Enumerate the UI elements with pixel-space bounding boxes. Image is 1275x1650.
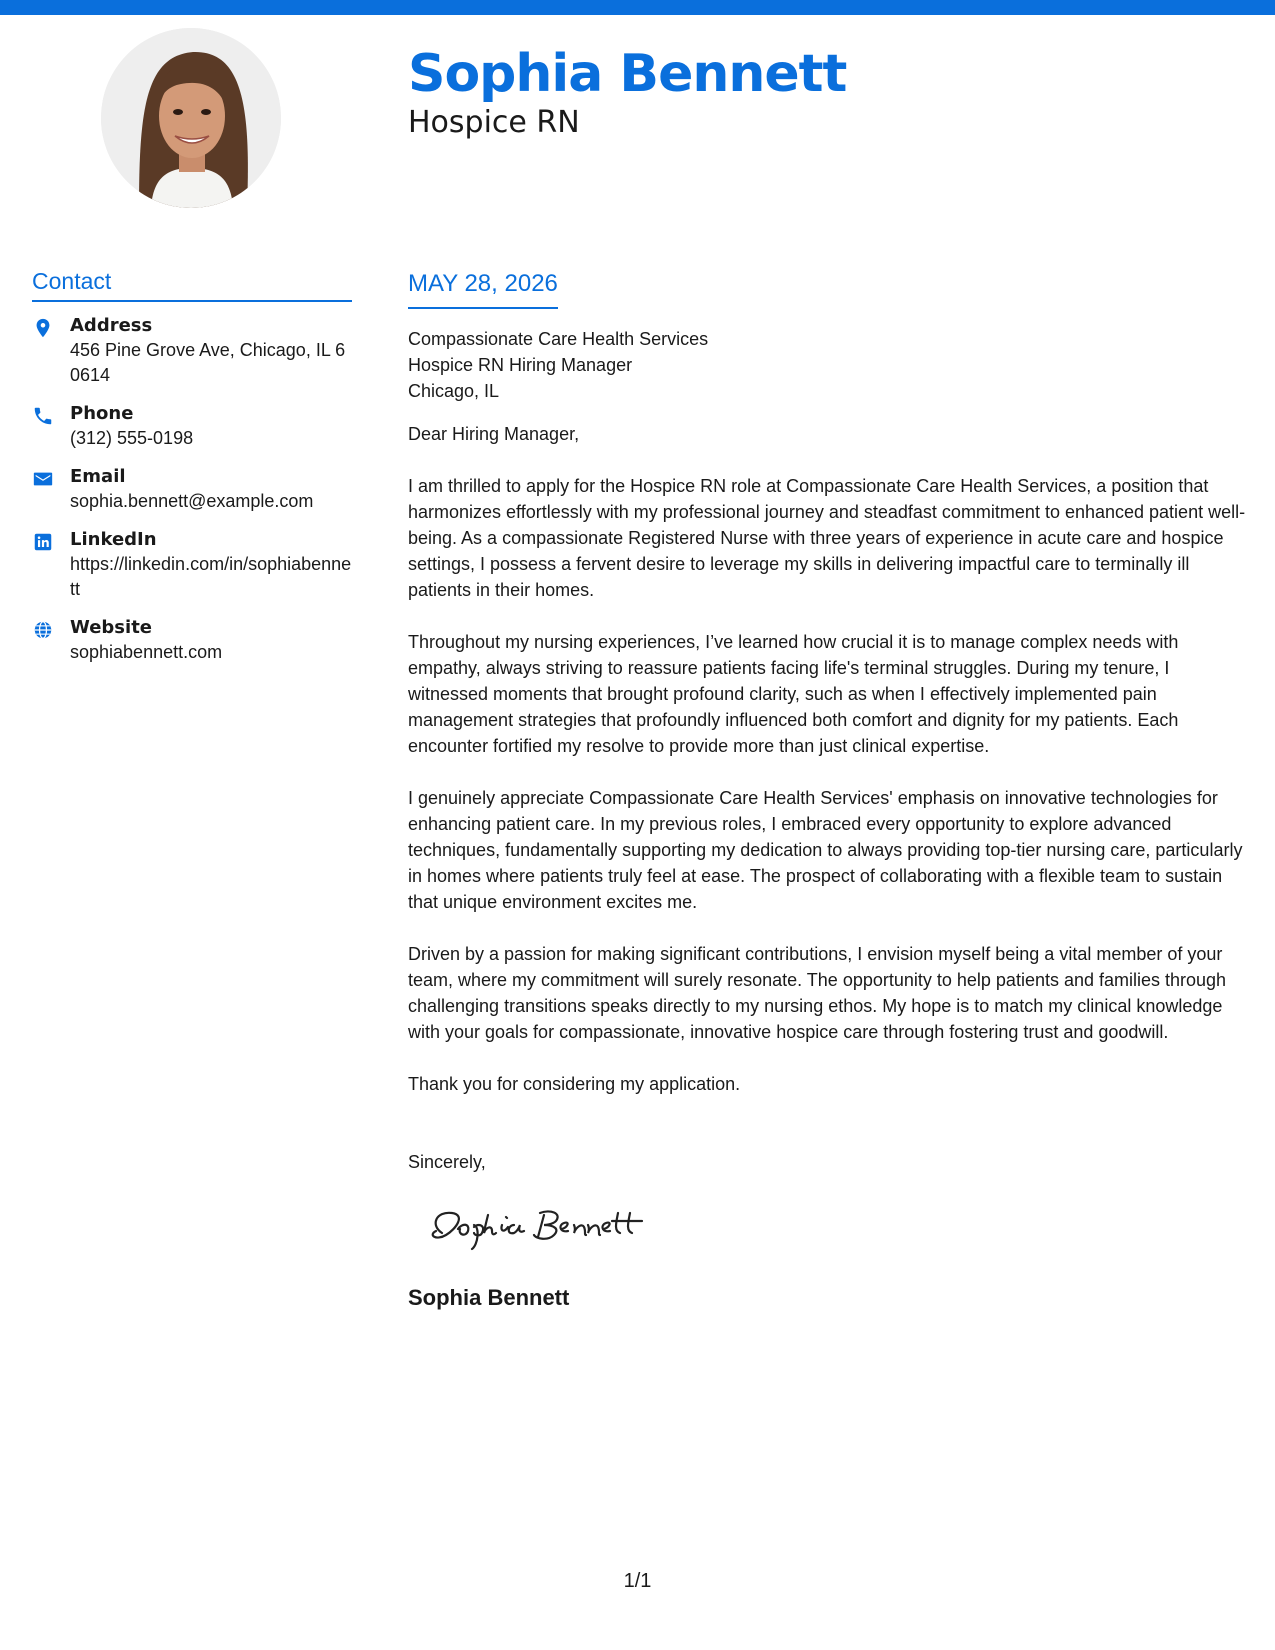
letter-date: MAY 28, 2026	[408, 265, 558, 309]
recipient-block	[408, 326, 1253, 404]
contact-item-address	[32, 314, 352, 388]
contact-value-linkedin[interactable]: https://linkedin.com/in/sophiabennett	[70, 554, 352, 599]
contact-item-phone	[32, 402, 352, 451]
contact-label-email: Email	[70, 466, 126, 487]
contact-sidebar	[32, 265, 352, 679]
recipient-role: Hospice RN Hiring Manager	[408, 355, 633, 375]
contact-label-linkedin: LinkedIn	[70, 529, 157, 550]
recipient-company: Compassionate Care Health Services	[408, 329, 709, 349]
contact-list	[32, 314, 352, 665]
applicant-name: Sophia Bennett	[408, 44, 847, 104]
contact-item-linkedin	[32, 528, 352, 602]
top-accent-bar	[0, 0, 1275, 15]
contact-label-phone: Phone	[70, 403, 134, 424]
contact-value-phone: (312) 555-0198	[70, 428, 194, 448]
recipient-location: Chicago, IL	[408, 381, 500, 401]
handwritten-signature	[422, 1195, 662, 1255]
contact-value-address: 456 Pine Grove Ave, Chicago, IL 60614	[70, 340, 346, 385]
globe-icon	[32, 619, 54, 641]
profile-photo	[101, 28, 281, 208]
paragraph-5: Thank you for considering my application.	[408, 1074, 741, 1094]
contact-value-email[interactable]: sophia.bennett@example.com	[70, 491, 314, 511]
applicant-title: Hospice RN	[408, 105, 580, 140]
page-number: 1/1	[623, 1570, 652, 1592]
contact-label-website: Website	[70, 617, 153, 638]
paragraph-2: Throughout my nursing experiences, I’ve learned how crucial it is to manage complex needs with empathy, always striving to reassure patients facing life's terminal struggles. During my tenure, I witnessed moments that brought profound clarity, such as when I effectively implemented pain management strategies that profoundly influenced both comfort and dignity for my patients. Each encounter fortified my resolve to provide more than just clinical expertise.	[408, 632, 1179, 756]
letter-body	[408, 265, 1253, 1313]
contact-label-address: Address	[70, 315, 153, 336]
contact-item-email	[32, 465, 352, 514]
contact-value-website[interactable]: sophiabennett.com	[70, 642, 223, 662]
location-pin-icon	[32, 317, 54, 339]
linkedin-icon	[32, 531, 54, 553]
contact-heading: Contact	[32, 265, 352, 302]
envelope-icon	[32, 468, 54, 490]
greeting: Dear Hiring Manager,	[408, 424, 580, 444]
paragraph-3: I genuinely appreciate Compassionate Care Health Services' emphasis on innovative technologies for enhancing patient care. In my previous roles, I embraced every opportunity to explore advanced techniques, fundamentally supporting my dedication to always providing top-tier nursing care, particularly in homes where patients truly feel at ease. The prospect of collaborating with a flexible team to sustain that unique environment excites me.	[408, 788, 1243, 912]
phone-icon	[32, 405, 54, 427]
closing: Sincerely,	[408, 1152, 486, 1172]
signer-name: Sophia Bennett	[408, 1285, 570, 1310]
paragraph-4: Driven by a passion for making significant contributions, I envision myself being a vital member of your team, where my commitment will surely resonate. The opportunity to help patients and families through challenging transitions speaks directly to my nursing ethos. My hope is to match my clinical knowledge with your goals for compassionate, innovative hospice care through fostering trust and goodwill.	[408, 944, 1227, 1042]
contact-item-website	[32, 616, 352, 665]
paragraph-1: I am thrilled to apply for the Hospice RN role at Compassionate Care Health Services, a position that harmonizes effortlessly with my professional journey and steadfast commitment to enhanced patient well-being. As a compassionate Registered Nurse with three years of experience in acute care and hospice settings, I possess a fervent desire to leverage my skills in delivering impactful care to terminally ill patients in their homes.	[408, 476, 1246, 600]
